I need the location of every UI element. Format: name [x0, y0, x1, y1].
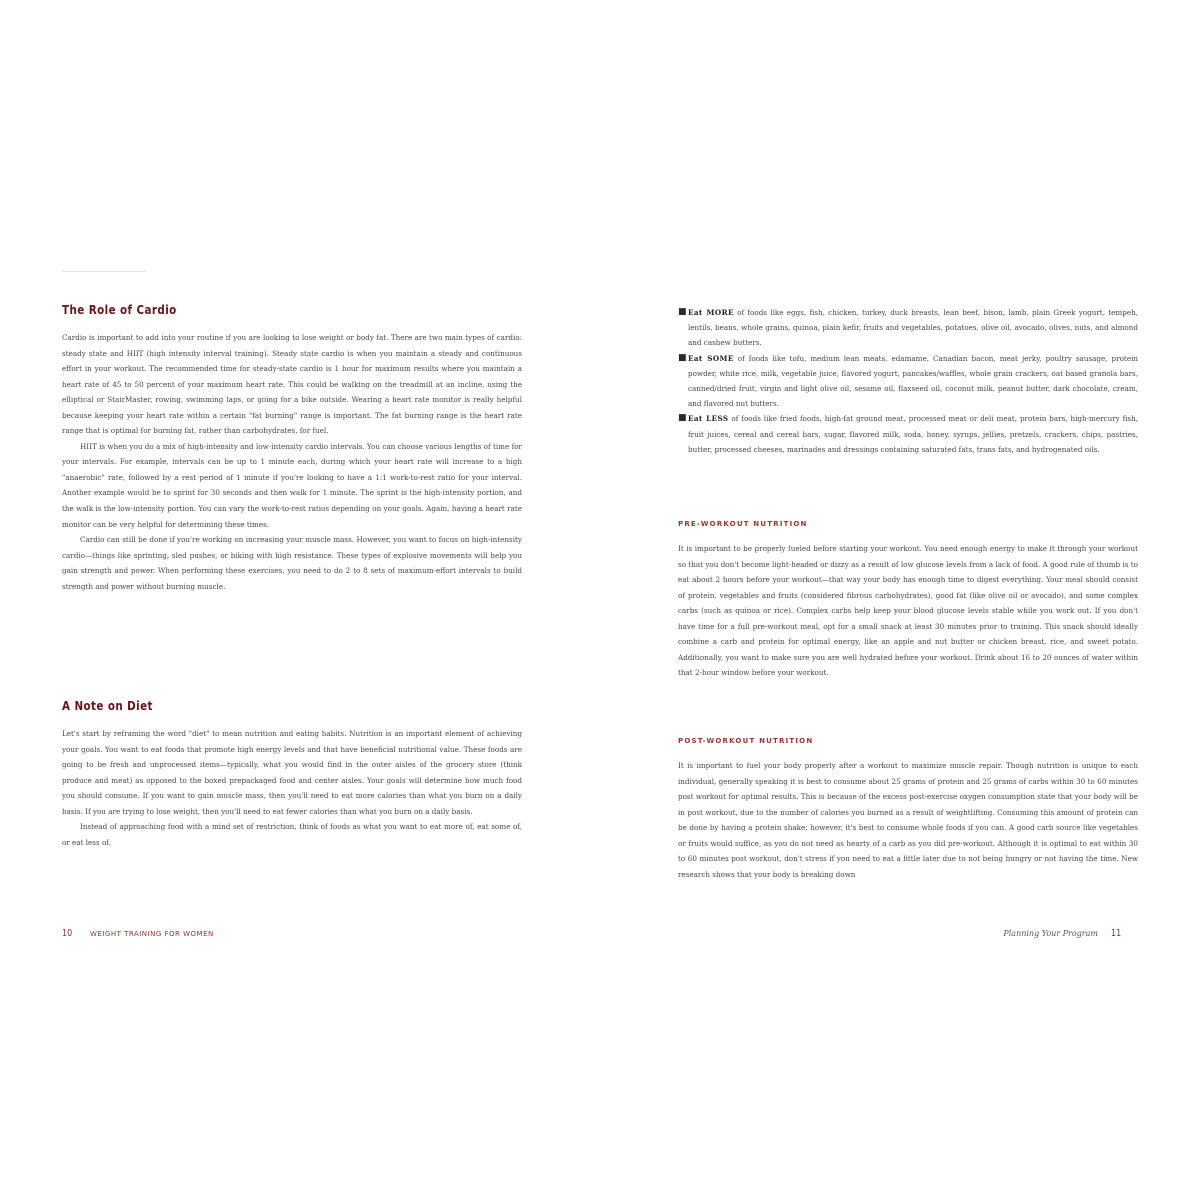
list-item [678, 411, 1138, 457]
food-list [678, 305, 1138, 457]
subsection-title-pre-workout: PRE-WORKOUT NUTRITION [678, 520, 808, 528]
running-head-right: Planning Your Program [1003, 929, 1098, 938]
paragraph: Instead of approaching food with a mind set of restriction, think of foods as what you want to eat more of, eat some of, or eat less of. [62, 822, 522, 847]
list-item-text: of foods like fried foods, high-fat ground meat, processed meat or deli meat, protein bars, high-mercury fish, fruit juices, cereal and cereal bars, sugar, flavored milk, soda, honey, syrups, jellies, pretzels, crackers, chips, pastries, butter, processed cheeses, marinades and dressings containing saturated fats, trans fats, and hydrogenated oils. [688, 414, 1138, 454]
section-title-diet: A Note on Diet [62, 699, 153, 713]
bullet-icon: ■ [678, 352, 687, 363]
top-rule [62, 271, 146, 272]
paragraph: Cardio is important to add into your routine if you are looking to lose weight or body fat. There are two main types of cardio: steady state and HIIT (high intensity interval training). Steady state cardio is when you maintain a steady and continuous effort in your workout. The recommended time for steady-state cardio is 1 hour for maximum results where you maintain a heart rate of 45 to 50 percent of your maximum heart rate. This could be walking on the treadmill at an incline, using the elliptical or StairMaster, rowing, swimming laps, or going for a bike outside. Wearing a heart rate monitor is really helpful because keeping your heart rate within a certain "fat burning" range is important. The fat burning range is the heart rate range that is optimal for burning fat, rather than carbohydrates, for fuel. [62, 333, 522, 436]
list-item-lead: Eat LESS [688, 414, 729, 424]
section-body-cardio [62, 330, 522, 594]
section-cardio [62, 302, 522, 594]
section-body-diet [62, 726, 522, 850]
paragraph: It is important to be properly fueled before starting your workout. You need enough energy to make it through your workout so that you don't become light-headed or dizzy as a result of low glucose levels from a lack of food. A good rule of thumb is to eat about 2 hours before your workout—that way your body has enough time to digest everything. Your meal should consist of protein, vegetables and fruits (considered fibrous carbohydrates), good fat (like olive oil or avocado), and some complex carbs (such as quinoa or rice). Complex carbs help keep your blood glucose levels stable while you work out. If you don't have time for a full pre-workout meal, opt for a small snack at least 30 minutes prior to training. This snack should ideally combine a carb and protein for optimal energy, like an apple and nut butter or chicken breast, rice, and sweet potato. Additionally, you want to make sure you are well hydrated before your workout. Drink about 16 to 20 ounces of water within that 2-hour window before your workout. [678, 544, 1138, 678]
bullet-icon: ■ [678, 413, 687, 424]
list-item-lead: Eat MORE [688, 308, 734, 317]
page-number-right: 11 [1111, 928, 1122, 939]
left-page [62, 0, 522, 1200]
running-head-left: WEIGHT TRAINING FOR WOMEN [90, 930, 214, 938]
list-item [678, 351, 1138, 412]
list-item-text: of foods like tofu, medium lean meats, edamame, Canadian bacon, meat jerky, poultry sausage, protein powder, white rice, milk, vegetable juice, flavored yogurt, pancakes/waffles, whole grain crackers, oat based granola bars, canned/dried fruit, virgin and light olive oil, sesame oil, flaxseed oil, coconut milk, peanut butter, dark chocolate, cream, and flavored nut butters. [688, 353, 1138, 409]
page-number-left: 10 [62, 928, 73, 939]
section-diet [62, 698, 522, 850]
paragraph: Cardio can still be done if you're working on increasing your muscle mass. However, you want to focus on high-intensity cardio—things like sprinting, sled pushes, or biking with high resistance. These types of explosive movements will help you gain strength and power. When performing these exercises, you need to do 2 to 8 sets of maximum-effort intervals to build strength and power without burning muscle. [62, 535, 522, 591]
paragraph: Let's start by reframing the word "diet" to mean nutrition and eating habits. Nutrition is an important element of achieving your goals. You want to eat foods that promote high energy levels and that have beneficial nutritional value. These foods are going to be fresh and unprocessed items—typically, what you would find in the outer aisles of the grocery store (think produce and meat) as opposed to the boxed prepackaged food and center aisles. Your goals will determine how much food you should consume. If you want to gain muscle mass, then you'll need to eat more calories than what you burn on a daily basis. If you are trying to lose weight, then you'll need to eat fewer calories than what you burn on a daily basis. [62, 729, 522, 816]
subsection-title-post-workout: POST-WORKOUT NUTRITION [678, 737, 814, 745]
list-item-lead: Eat SOME [688, 353, 734, 363]
section-title-cardio: The Role of Cardio [62, 303, 177, 317]
section-post-workout [678, 736, 1138, 882]
paragraph: It is important to fuel your body properly after a workout to maximize muscle repair. Though nutrition is unique to each individual, generally speaking it is best to consume about 25 grams of protein and 25 grams of carbs within 30 to 60 minutes post workout for optimal results. This is because of the excess post-exercise oxygen consumption state that your body will be in post workout, due to the number of calories you burned as a result of weightlifting. Consuming this amount of protein can be done by having a protein shake; however, it's best to consume whole foods if you can. A good carb source like vegetables or fruits would suffice, as you do not need as hearty of a carb as you did pre-workout. Although it is optimal to eat within 30 to 60 minutes post workout, don't stress if you need to eat a little later due to not being hungry or not having the time. New research shows that your body is breaking down [678, 761, 1138, 879]
paragraph: HIIT is when you do a mix of high-intensity and low-intensity cardio intervals. You can choose various lengths of time for your intervals. For example, intervals can be up to 1 minute each, during which your heart rate will increase to a high "anaerobic" rate, followed by a rest period of 1 minute if you're looking to have a 1:1 work-to-rest ratio for your interval. Another example would be to sprint for 30 seconds and then walk for 1 minute. The sprint is the high-intensity portion, and the walk is the low-intensity portion. You can vary the work-to-rest ratios depending on your goals. Again, having a heart rate monitor can be very helpful for determining these times. [62, 441, 522, 529]
list-item-text: of foods like eggs, fish, chicken, turkey, duck breasts, lean beef, bison, lamb, plain Greek yogurt, tempeh, lentils, beans, whole grains, quinoa, plain kefir, fruits and vegetables, potatoes, olive oil, avocado, olives, nuts, and almond and cashew butters. [688, 308, 1138, 348]
right-page [678, 0, 1138, 1200]
bullet-icon: ■ [678, 307, 687, 317]
list-item [678, 305, 1138, 351]
section-pre-workout [678, 519, 1138, 681]
